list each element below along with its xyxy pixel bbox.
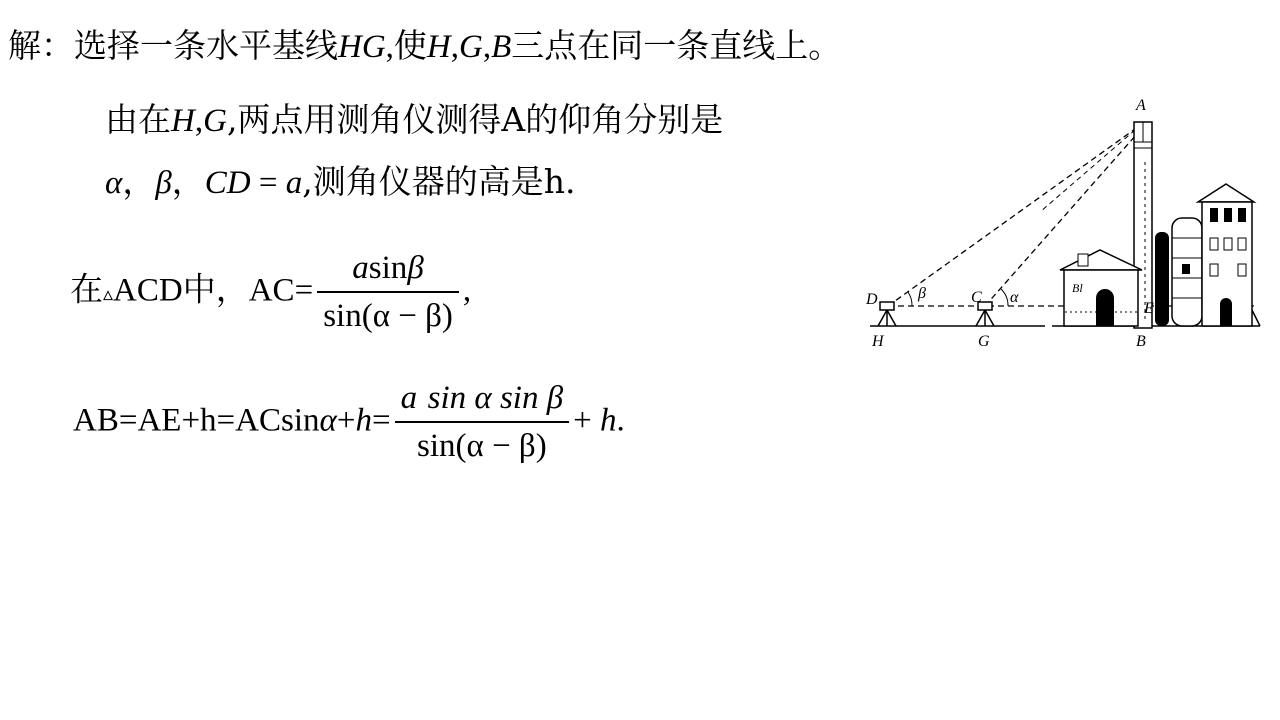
label-beta: β bbox=[918, 285, 926, 302]
label-a: A bbox=[1136, 97, 1146, 114]
ab-expression: AB=AE+h=ACsin bbox=[73, 402, 320, 439]
baseline-hg: HG bbox=[338, 29, 386, 65]
theodolite-d bbox=[878, 302, 896, 326]
point-h: H bbox=[426, 29, 451, 65]
sight-line-a-left bbox=[1040, 124, 1142, 212]
building-right bbox=[1198, 184, 1260, 326]
point-g: G bbox=[459, 29, 483, 65]
angle-arc-beta bbox=[908, 292, 912, 306]
label-alpha: α bbox=[1010, 289, 1019, 306]
instrument-height-text: ,测角仪器的高是h. bbox=[302, 162, 576, 201]
triangle-acd-label: ACD中，AC= bbox=[113, 272, 314, 309]
point-b: B bbox=[491, 29, 512, 65]
fraction-numerator bbox=[317, 248, 459, 293]
triangle-icon: ▵ bbox=[103, 281, 114, 306]
angle-beta: β bbox=[155, 165, 172, 201]
point-g: G bbox=[203, 103, 227, 139]
label-h: H bbox=[872, 333, 884, 350]
comma: , bbox=[194, 103, 204, 139]
solution-line-1 bbox=[8, 26, 841, 67]
var-a: a bbox=[400, 380, 418, 416]
angle-alpha: α bbox=[105, 165, 123, 201]
comma: , bbox=[450, 29, 460, 65]
fraction-ac bbox=[317, 248, 459, 335]
fraction-denominator: sin(α − β) bbox=[417, 428, 547, 464]
text-prefix: 由在 bbox=[105, 100, 171, 139]
formula-ab bbox=[73, 378, 625, 465]
solution-prefix: 解：选择一条水平基线 bbox=[8, 26, 338, 65]
dark-pillar bbox=[1155, 232, 1169, 326]
point-h: H bbox=[171, 103, 195, 139]
var-alpha: α bbox=[319, 402, 337, 439]
segment-cd: CD bbox=[204, 165, 251, 201]
angle-arc-alpha bbox=[1001, 289, 1008, 306]
formula-ac bbox=[70, 248, 471, 335]
fraction-numerator bbox=[395, 378, 570, 423]
fraction-denominator: sin(α − β) bbox=[323, 298, 453, 334]
func-sin: sin bbox=[368, 250, 408, 286]
label-d: D bbox=[866, 291, 878, 308]
var-beta: β bbox=[407, 250, 424, 286]
length-a: a bbox=[285, 165, 303, 201]
elevation-text: ,两点用测角仪测得A的仰角分别是 bbox=[226, 100, 724, 139]
var-h: h bbox=[355, 402, 372, 439]
equals-sign: = bbox=[371, 402, 391, 439]
solution-line-3 bbox=[105, 162, 575, 203]
solution-line-2 bbox=[105, 100, 723, 141]
label-b: B bbox=[1136, 333, 1146, 350]
surveying-figure bbox=[860, 92, 1265, 357]
plus-sign: + bbox=[573, 402, 601, 439]
period: . bbox=[616, 402, 625, 439]
comma: , bbox=[482, 29, 492, 65]
text-shi: 使 bbox=[393, 26, 427, 65]
separator: ， bbox=[171, 162, 205, 201]
label-g: G bbox=[978, 333, 990, 350]
sin-product: sin α sin β bbox=[427, 380, 564, 416]
label-building: Bl bbox=[1072, 281, 1083, 295]
var-a: a bbox=[352, 250, 369, 286]
collinear-text: 三点在同一条直线上。 bbox=[511, 26, 842, 65]
comma: , bbox=[385, 29, 394, 65]
equals-sign: = bbox=[250, 165, 286, 201]
plus-sign: + bbox=[336, 402, 356, 439]
round-tower bbox=[1172, 218, 1202, 326]
text-zai: 在 bbox=[70, 269, 103, 309]
var-h: h bbox=[600, 402, 617, 439]
fraction-ab bbox=[395, 378, 570, 465]
comma: , bbox=[462, 272, 472, 309]
label-c: C bbox=[971, 289, 982, 306]
separator: ， bbox=[122, 162, 156, 201]
label-e: E bbox=[1144, 300, 1154, 317]
